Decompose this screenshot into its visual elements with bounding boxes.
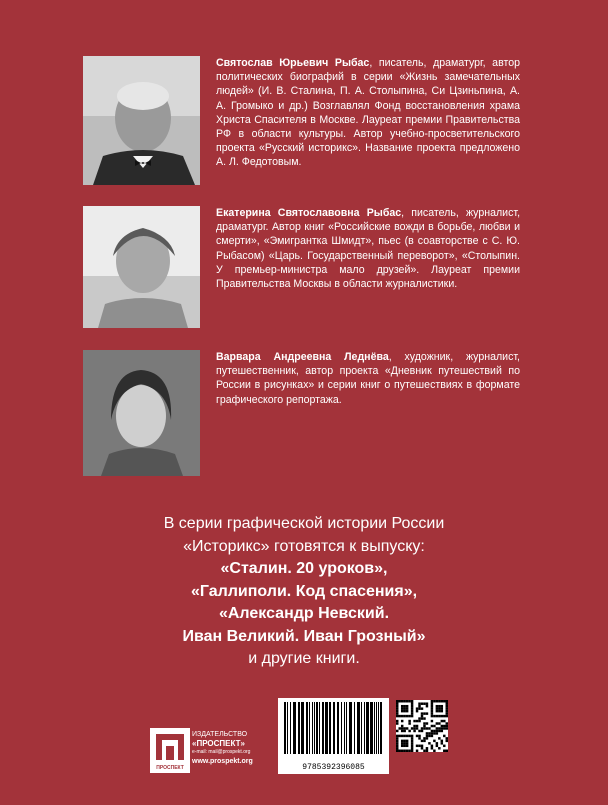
publisher-site: www.prospekt.org [192,758,253,765]
qr-module [426,732,428,734]
qr-module [438,705,440,707]
qr-module [423,740,425,742]
qr-module [418,735,420,737]
qr-module [441,710,443,712]
author-bio-2 [216,206,520,291]
qr-module [416,707,418,709]
qr-module [406,742,408,744]
author-text-2: , писатель, журналист, драматург. Автор книг «Российские вожди в борьбе, любви и смерти», «Эмигрантка Шмидт», пьес (в соавторстве с С. Ю. Рыбасом) «Царь. Государственный переворот», «Столыпин. У премьер-министра мало друзей». Лауреат премии Правительства Москвы в области журналистики. [216,207,521,291]
qr-module [446,727,448,729]
barcode-bar [364,702,365,754]
qr-module [423,727,425,729]
qr-module [443,725,445,727]
qr-module [401,742,403,744]
qr-module [423,717,425,719]
qr-module [403,715,405,717]
qr-module [398,750,400,752]
qr-module [426,737,428,739]
qr-module [431,700,433,702]
qr-module [431,712,433,714]
author-name-2: Екатерина Святославовна Рыбас [216,207,402,219]
barcode-bar [357,702,360,754]
logo-text: ПРОСПЕКТ [156,765,184,771]
barcode-bar [312,702,313,754]
author-text-3: , художник, журналист, путешественник, автор проекта «Дневник путешествий по России в рисунках» и серии книг о путешествиях в формате графического репортажа. [216,351,520,406]
publisher-info [192,730,278,766]
qr-module [408,735,410,737]
qr-module [421,740,423,742]
barcode-bar [341,702,342,754]
qr-module [403,745,405,747]
qr-module [408,720,410,722]
qr-code [396,700,448,752]
qr-module [431,725,433,727]
book-title-2: «Галлиполи. Код спасения», [190,582,418,600]
qr-module [408,715,410,717]
qr-module [396,747,398,749]
qr-module [421,730,423,732]
qr-module [438,737,440,739]
qr-module [401,745,403,747]
qr-module [436,705,438,707]
qr-module [431,705,433,707]
qr-module [396,705,398,707]
qr-module [396,702,398,704]
qr-module [411,715,413,717]
qr-module [436,707,438,709]
qr-module [433,740,435,742]
barcode-bars [278,698,389,758]
qr-module [398,715,400,717]
qr-module [441,725,443,727]
qr-module [413,730,415,732]
qr-module [436,730,438,732]
qr-module [401,707,403,709]
qr-module [396,715,398,717]
qr-module [441,720,443,722]
qr-module [436,715,438,717]
qr-module [398,700,400,702]
qr-module [401,725,403,727]
qr-module [441,715,443,717]
qr-module [396,722,398,724]
qr-module [401,740,403,742]
qr-module [396,735,398,737]
qr-module [431,735,433,737]
barcode-bar [329,702,331,754]
book-title-4: Иван Великий. Иван Грозный» [182,627,426,645]
series-intro-line2: «Историкс» готовятся к выпуску: [183,537,425,555]
qr-module [433,750,435,752]
author-photo-ledneva-varvara [83,350,200,476]
qr-module [443,720,445,722]
qr-module [441,707,443,709]
qr-module [401,705,403,707]
barcode-bar [378,702,379,754]
qr-module [416,727,418,729]
qr-module [411,705,413,707]
qr-module [396,737,398,739]
series-outro: и другие книги. [248,650,360,667]
qr-module [438,707,440,709]
qr-module [401,700,403,702]
qr-module [431,747,433,749]
qr-code-pattern [396,700,448,752]
qr-module [438,715,440,717]
qr-module [411,702,413,704]
qr-module [406,735,408,737]
qr-module [396,720,398,722]
barcode-bar [354,702,355,754]
qr-module [436,732,438,734]
qr-module [441,742,443,744]
qr-module [423,712,425,714]
qr-module [411,707,413,709]
qr-module [418,745,420,747]
qr-module [421,715,423,717]
qr-module [403,727,405,729]
qr-module [423,722,425,724]
qr-module [436,710,438,712]
author-bio-1 [216,56,520,170]
barcode-bar [301,702,304,754]
qr-module [411,737,413,739]
qr-module [421,717,423,719]
qr-module [396,710,398,712]
qr-module [426,702,428,704]
qr-module [438,730,440,732]
qr-module [401,735,403,737]
qr-module [438,727,440,729]
barcode-bar [374,702,375,754]
barcode-bar [349,702,352,754]
barcode-bar [376,702,377,754]
qr-module [416,710,418,712]
qr-module [411,742,413,744]
qr-module [441,727,443,729]
qr-module [446,750,448,752]
qr-module [406,750,408,752]
qr-module [396,740,398,742]
qr-module [416,720,418,722]
qr-module [411,745,413,747]
qr-module [423,750,425,752]
qr-module [436,742,438,744]
qr-module [411,735,413,737]
qr-module [403,740,405,742]
qr-module [438,722,440,724]
footer [150,698,480,778]
qr-module [411,750,413,752]
qr-module [441,700,443,702]
qr-module [426,747,428,749]
qr-module [396,707,398,709]
author-text-1: , писатель, драматург, автор политических биографий в серии «Жизнь замечательных людей» (И. В. Сталина, П. А. Столыпина, Си Цзиньпина, А. А. Громыко и др.) Возглавлял Фонд восстановления храма Христа Спасителя в Москве. Лауреат премии Правительства РФ в области культуры. Автор учебно-просветительского проекта «Русский историкс». Название проекта предложено А. Л. Федотовым. [216,57,520,169]
qr-module [413,725,415,727]
qr-module [401,710,403,712]
qr-module [406,745,408,747]
qr-module [438,747,440,749]
qr-module [431,720,433,722]
barcode-bar [306,702,308,754]
qr-module [426,722,428,724]
qr-module [396,750,398,752]
barcode-bar [325,702,328,754]
qr-module [446,707,448,709]
qr-module [401,715,403,717]
qr-module [433,715,435,717]
qr-module [416,735,418,737]
qr-module [408,750,410,752]
qr-module [441,705,443,707]
qr-module [406,727,408,729]
barcode-bar [380,702,382,754]
qr-module [396,745,398,747]
qr-module [403,742,405,744]
qr-module [426,712,428,714]
qr-module [413,727,415,729]
upcoming-books-list [100,558,508,648]
qr-module [403,707,405,709]
qr-module [411,712,413,714]
barcode-bar [337,702,339,754]
qr-module [431,732,433,734]
qr-module [443,700,445,702]
barcode-bar [361,702,362,754]
qr-module [401,720,403,722]
qr-module [406,715,408,717]
barcode-bar [370,702,373,754]
qr-module [446,737,448,739]
qr-module [396,742,398,744]
barcode-bar [293,702,296,754]
qr-module [396,700,398,702]
qr-module [403,705,405,707]
qr-module [443,735,445,737]
qr-module [446,725,448,727]
qr-module [413,720,415,722]
qr-module [438,710,440,712]
qr-module [428,742,430,744]
qr-module [406,705,408,707]
qr-module [406,700,408,702]
qr-module [418,705,420,707]
qr-module [423,737,425,739]
author-photo-rybas-ekaterina [83,206,200,328]
barcode-bar [290,702,291,754]
qr-module [436,722,438,724]
qr-module [403,730,405,732]
qr-module [436,745,438,747]
qr-module [416,725,418,727]
barcode-bar [316,702,318,754]
barcode-bar [366,702,369,754]
series-intro-line1: В серии графической истории России [163,515,445,532]
qr-module [436,727,438,729]
publisher-name: «ПРОСПЕКТ» [192,739,245,748]
qr-module [408,700,410,702]
qr-module [411,747,413,749]
qr-module [398,735,400,737]
isbn-barcode [278,698,389,774]
barcode-bar [309,702,310,754]
qr-module [446,722,448,724]
qr-module [433,700,435,702]
qr-module [403,700,405,702]
qr-module [443,727,445,729]
qr-module [423,702,425,704]
qr-module [431,715,433,717]
barcode-bar [333,702,335,754]
qr-module [418,702,420,704]
qr-module [418,720,420,722]
qr-module [446,702,448,704]
qr-module [406,740,408,742]
qr-module [411,700,413,702]
qr-module [421,745,423,747]
qr-module [406,710,408,712]
qr-module [418,737,420,739]
qr-module [441,730,443,732]
barcode-bar [322,702,324,754]
qr-module [426,750,428,752]
series-announcement [100,513,508,671]
barcode-number: 9785392396085 [302,763,365,772]
author-name-1: Святослав Юрьевич Рыбас [216,57,370,69]
qr-module [396,712,398,714]
qr-module [446,715,448,717]
qr-module [408,722,410,724]
qr-module [421,702,423,704]
qr-module [408,730,410,732]
qr-module [441,740,443,742]
barcode-bar [344,702,345,754]
qr-module [428,727,430,729]
qr-module [446,705,448,707]
qr-module [446,712,448,714]
qr-module [401,730,403,732]
qr-module [401,750,403,752]
qr-module [438,700,440,702]
qr-module [433,730,435,732]
qr-module [446,700,448,702]
barcode-bar [314,702,315,754]
qr-module [398,727,400,729]
book-title-3: «Александр Невский. [218,605,390,622]
qr-module [421,727,423,729]
qr-module [431,730,433,732]
qr-module [431,745,433,747]
qr-module [433,732,435,734]
qr-module [406,707,408,709]
author-bio-3 [216,350,520,407]
qr-module [416,750,418,752]
qr-module [418,717,420,719]
qr-module [423,725,425,727]
qr-module [428,735,430,737]
qr-module [411,727,413,729]
qr-module [418,730,420,732]
qr-module [446,740,448,742]
qr-module [431,702,433,704]
qr-module [426,727,428,729]
qr-module [421,707,423,709]
qr-module [433,725,435,727]
barcode-bar [319,702,320,754]
author-name-3: Варвара Андреевна Леднёва [216,351,389,363]
qr-module [421,712,423,714]
qr-module [416,745,418,747]
qr-module [421,747,423,749]
publisher-logo [150,728,190,773]
qr-module [401,727,403,729]
qr-module [411,710,413,712]
qr-module [443,715,445,717]
qr-module [436,700,438,702]
book-title-1: «Сталин. 20 уроков», [220,560,388,577]
qr-module [411,740,413,742]
publisher-label: ИЗДАТЕЛЬСТВО [192,731,248,738]
qr-module [426,735,428,737]
qr-module [403,710,405,712]
author-photo-rybas-svyatoslav [83,56,200,185]
qr-module [403,750,405,752]
qr-module [426,705,428,707]
barcode-bar [284,702,286,754]
qr-module [418,707,420,709]
qr-module [396,730,398,732]
barcode-bar [298,702,300,754]
qr-module [443,745,445,747]
qr-module [443,750,445,752]
qr-module [446,710,448,712]
qr-module [428,732,430,734]
barcode-bar [346,702,347,754]
qr-module [431,707,433,709]
qr-module [403,735,405,737]
qr-module [431,710,433,712]
barcode-bar [287,702,288,754]
publisher-email: e-mail: mail@prospekt.org [192,749,251,755]
